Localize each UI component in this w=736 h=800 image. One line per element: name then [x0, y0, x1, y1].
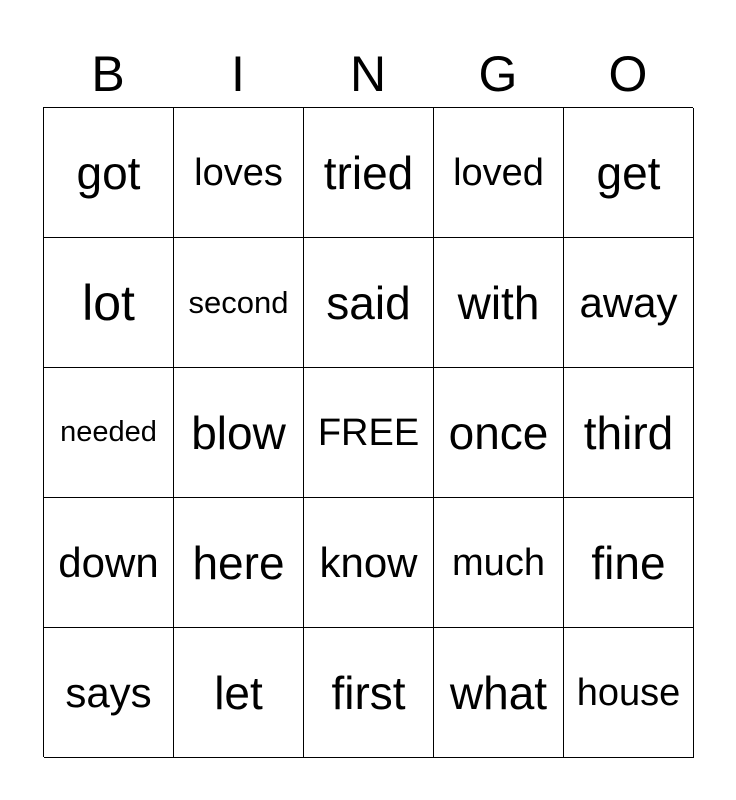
header-letter-i: I: [231, 46, 245, 102]
bingo-cell: know: [304, 498, 434, 628]
header-letter-b: B: [91, 46, 125, 102]
bingo-cell: let: [174, 628, 304, 758]
bingo-board: [43, 107, 693, 757]
bingo-cell: fine: [564, 498, 694, 628]
bingo-cell: tried: [304, 108, 434, 238]
bingo-cell: house: [564, 628, 694, 758]
bingo-cell: first: [304, 628, 434, 758]
bingo-cell: much: [434, 498, 564, 628]
bingo-cell: get: [564, 108, 694, 238]
bingo-cell: needed: [44, 368, 174, 498]
bingo-cell: blow: [174, 368, 304, 498]
header-letter-g: G: [478, 46, 518, 102]
bingo-cell: down: [44, 498, 174, 628]
bingo-cell: lot: [44, 238, 174, 368]
bingo-cell: got: [44, 108, 174, 238]
header-letter-o: O: [608, 46, 648, 102]
bingo-cell: loved: [434, 108, 564, 238]
header-letter-n: N: [349, 46, 387, 102]
bingo-cell: third: [564, 368, 694, 498]
bingo-cell: away: [564, 238, 694, 368]
bingo-cell: said: [304, 238, 434, 368]
free-space-cell: FREE: [304, 368, 434, 498]
bingo-cell: says: [44, 628, 174, 758]
bingo-cell: with: [434, 238, 564, 368]
bingo-cell: here: [174, 498, 304, 628]
bingo-header: [43, 44, 693, 104]
bingo-cell: loves: [174, 108, 304, 238]
bingo-cell: what: [434, 628, 564, 758]
bingo-cell: second: [174, 238, 304, 368]
bingo-cell: once: [434, 368, 564, 498]
